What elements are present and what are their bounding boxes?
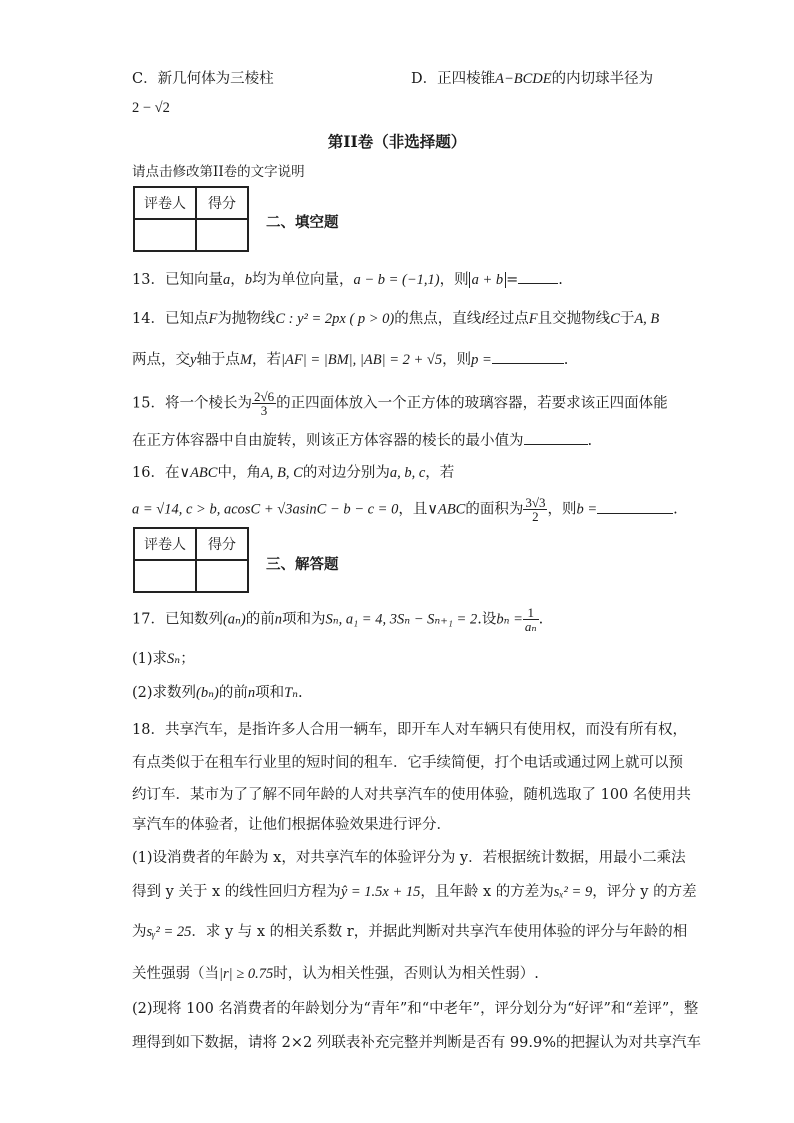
q17-tn: Tₙ bbox=[284, 685, 299, 701]
q18-var-y: sᵧ² = 25 bbox=[146, 924, 192, 940]
question-17: 17．已知数列(aₙ)的前n项和为Sₙ, a₁ = 4, 3Sₙ − Sₙ₊₁ = 2.设bₙ = $\frac{1}{\text{aₙ}}$ . bbox=[132, 605, 544, 634]
q16-tri: ∨ABC bbox=[179, 465, 218, 481]
q17-part1-end: ； bbox=[180, 651, 195, 667]
q14-text-b: 为抛物线 bbox=[217, 311, 276, 327]
q16-answer-blank bbox=[597, 512, 673, 514]
q18-s1-l4-text: 关性强弱（当 bbox=[132, 966, 219, 982]
q17-bn-num: 1 bbox=[523, 606, 539, 620]
q18-sub1-line3 bbox=[132, 920, 687, 941]
part2-note: 请点击修改第II卷的文字说明 bbox=[132, 164, 305, 180]
score-table-2-grader-cell bbox=[134, 560, 196, 592]
q17-part2-text-b: 的前 bbox=[218, 685, 248, 701]
q14-ab: A, B bbox=[634, 311, 660, 327]
q14-m: M bbox=[239, 352, 253, 368]
q17-text-d: .设 bbox=[477, 611, 497, 628]
q14-l: l bbox=[481, 311, 486, 327]
q18-sub1-line1: (1)设消费者的年龄为 x，对共享汽车的体验评分为 y．若根据统计数据，用最小二乘法 bbox=[132, 850, 686, 866]
q18-sub2-line1: (2)现将 100 名消费者的年龄划分为“青年”和“中老年”，评分划分为“好评”和“差评”，整 bbox=[132, 1001, 699, 1017]
q13-vec-a: a bbox=[222, 272, 231, 288]
q17-bn-fraction bbox=[523, 606, 539, 633]
q17-part2-text: (2)求数列 bbox=[132, 685, 197, 701]
q17-part2 bbox=[132, 681, 303, 702]
q16-tri2: ∨ABC bbox=[427, 501, 466, 518]
q18-para-1: 18．共享汽车，是指许多人合用一辆车，即开车人对车辆只有使用权，而没有所有权， bbox=[132, 722, 687, 738]
q17-text-b: 的前 bbox=[245, 611, 275, 628]
q17-seq: (aₙ) bbox=[222, 611, 246, 628]
q17-part1 bbox=[132, 647, 195, 668]
part2-title: 第II卷（非选择题） bbox=[327, 132, 467, 151]
section3-heading: 三、解答题 bbox=[266, 556, 339, 573]
q18-para-4: 享汽车的体验者，让他们根据体验效果进行评分． bbox=[132, 817, 451, 833]
option-c: C．新几何体为三棱柱 bbox=[132, 71, 274, 87]
q16-area-fraction bbox=[523, 496, 547, 523]
q14-p: p = bbox=[471, 352, 492, 368]
q16-text: 16．在 bbox=[132, 465, 180, 481]
q18-var-x: sₓ² = 9 bbox=[553, 884, 593, 900]
q14-line2-text-c: ，若 bbox=[252, 352, 282, 368]
section2-heading: 二、填空题 bbox=[266, 214, 339, 231]
q14-f: F bbox=[208, 311, 218, 327]
q18-sub1-line4 bbox=[132, 962, 539, 983]
score-table-score-header: 得分 bbox=[196, 187, 248, 219]
q18-s1-l2-text-b: ，且年龄 x 的方差为 bbox=[420, 884, 554, 900]
score-table-grader-cell bbox=[134, 219, 196, 251]
q16-text-c: 的对边分别为 bbox=[302, 465, 390, 481]
q18-s1-l3-text-b: ．求 y 与 x 的相关系数 r，并据此判断对共享汽车使用体验的评分与年龄的相 bbox=[191, 924, 688, 940]
q15-text-b: 的正四面体放入一个正方体的玻璃容器，若要求该正四面体能 bbox=[276, 395, 668, 412]
q17-bn: bₙ = bbox=[496, 611, 523, 628]
q15-edge-fraction bbox=[252, 390, 276, 417]
q14-f2: F bbox=[528, 311, 538, 327]
score-table-2-score-cell bbox=[196, 560, 248, 592]
q14-line2-text-d: ，则 bbox=[442, 352, 472, 368]
q15-edge-num: 2√6 bbox=[253, 389, 275, 404]
q17-bn-den: aₙ bbox=[524, 619, 537, 634]
question-16-line2: a = √14, c > b, acosC + √3asinC − b − c = 0，且∨ABC的面积为 $\frac{3√3}{2}$ ，则b = . bbox=[132, 495, 678, 524]
q17-sn: Sₙ bbox=[167, 651, 181, 667]
q14-text-d: 经过点 bbox=[485, 311, 529, 327]
q16-text-d: ，若 bbox=[425, 465, 455, 481]
question-15-line2: 在正方体容器中自由旋转，则该正方体容器的棱长的最小值为 . bbox=[132, 433, 593, 449]
question-14-line2: 两点，交y轴于点M，若|AF| = |BM|, |AB| = 2 + √5，则p = . bbox=[132, 352, 569, 368]
question-14-line1 bbox=[132, 307, 659, 328]
q14-text: 14．已知点 bbox=[132, 311, 209, 327]
q15-edge-den: 3 bbox=[260, 403, 268, 418]
q17-text: 17．已知数列 bbox=[132, 611, 223, 628]
q18-para-2: 有点类似于在租车行业里的短时间的租车．它手续简便，打个电话或通过网上就可以预 bbox=[132, 755, 683, 771]
q13-text-c: ，则 bbox=[439, 272, 469, 288]
q14-y: y bbox=[190, 352, 197, 368]
q17-bseq: (bₙ) bbox=[196, 685, 219, 701]
q14-parabola: C : y² = 2px ( p > 0) bbox=[275, 311, 395, 327]
q18-sub1-line2 bbox=[132, 880, 697, 901]
q16-line2-text-c: ，则 bbox=[547, 501, 577, 518]
q14-text-e: 且交抛物线 bbox=[537, 311, 611, 327]
q16-area-num: 3√3 bbox=[525, 495, 546, 510]
q17-part1-text: (1)求 bbox=[132, 651, 168, 667]
score-table-score-cell bbox=[196, 219, 248, 251]
q13-joiner: ， bbox=[230, 272, 245, 288]
score-table-2-grader-header: 评卷人 bbox=[134, 528, 196, 560]
score-table-2 bbox=[133, 527, 249, 593]
q17-part2-end: . bbox=[298, 685, 303, 701]
q15-answer-blank bbox=[524, 443, 588, 445]
question-16-line1 bbox=[132, 461, 454, 482]
q13-answer-blank bbox=[518, 282, 558, 284]
q16-cond: a = √14, c > b, acosC + √3asinC − b − c = 0 bbox=[132, 501, 399, 518]
option-d-math: A−BCDE bbox=[495, 71, 552, 87]
q17-cond: Sₙ, a₁ = 4, 3Sₙ − Sₙ₊₁ = 2 bbox=[325, 611, 478, 628]
q16-sides: a, b, c bbox=[389, 465, 426, 481]
q18-regression-eq: ŷ = 1.5x + 15 bbox=[340, 884, 421, 900]
q15-line2: 在正方体容器中自由旋转，则该正方体容器的棱长的最小值为 bbox=[132, 433, 524, 449]
q16-line2-text-b: 的面积为 bbox=[465, 501, 524, 518]
q13-text-b: 均为单位向量， bbox=[251, 272, 354, 288]
q18-s1-l3-text: 为 bbox=[132, 924, 147, 940]
q16-area-den: 2 bbox=[532, 509, 539, 524]
q14-text-c: 的焦点，直线 bbox=[394, 311, 482, 327]
q17-part2-text-c: 项和 bbox=[255, 685, 285, 701]
option-d-suffix: 的内切球半径为 bbox=[551, 71, 654, 87]
q14-text-f: 于 bbox=[619, 311, 635, 327]
question-15-line1 bbox=[132, 390, 668, 417]
q14-answer-blank bbox=[492, 362, 564, 364]
q14-line2-text: 两点，交 bbox=[132, 352, 190, 368]
option-d-prefix: D．正四棱锥 bbox=[411, 71, 496, 87]
question-13: 13．已知向量a，b均为单位向量，a − b = (−1,1)，则 a + b = . bbox=[132, 272, 563, 288]
score-table-2-score-header: 得分 bbox=[196, 528, 248, 560]
q13-diff: a − b = (−1,1) bbox=[353, 272, 440, 288]
score-table-grader-header: 评卷人 bbox=[134, 187, 196, 219]
option-d bbox=[411, 67, 653, 88]
q17-n: n bbox=[274, 611, 282, 628]
q18-r-condition: |r| ≥ 0.75 bbox=[219, 966, 274, 982]
q18-s1-l2-text-c: ，评分 y 的方差 bbox=[592, 884, 697, 900]
q14-line2-text-b: 轴于点 bbox=[196, 352, 240, 368]
q13-text: 13．已知向量 bbox=[132, 272, 223, 288]
q17-text-c: 项和为 bbox=[282, 611, 326, 628]
q18-s1-l2-text: 得到 y 关于 x 的线性回归方程为 bbox=[132, 884, 341, 900]
q18-para-3: 约订车．某市为了了解不同年龄的人对共享汽车的使用体验，随机选取了 100 名使用共 bbox=[132, 787, 691, 803]
q14-c: C bbox=[610, 311, 620, 327]
option-d-value: 2 − √2 bbox=[132, 100, 170, 116]
q16-angles: A, B, C bbox=[260, 465, 303, 481]
q18-sub2-line2: 理得到如下数据，请将 2×2 列联表补充完整并判断是否有 99.9%的把握认为对共享汽车 bbox=[132, 1035, 701, 1051]
q16-text-b: 中，角 bbox=[217, 465, 261, 481]
q15-text: 15．将一个棱长为 bbox=[132, 395, 252, 412]
q16-b: b = bbox=[576, 501, 598, 518]
q16-line2-text: ，且 bbox=[398, 501, 428, 518]
q14-cond: |AF| = |BM|, |AB| = 2 + √5 bbox=[281, 352, 443, 368]
q18-s1-l4-text-b: 时，认为相关性强，否则认为相关性弱）. bbox=[273, 966, 539, 982]
q13-sum: a + b bbox=[469, 272, 507, 288]
q17-n2: n bbox=[247, 685, 256, 701]
q13-vec-b: b bbox=[244, 272, 252, 288]
q13-eq: = bbox=[506, 272, 519, 288]
score-table-1 bbox=[133, 186, 249, 252]
